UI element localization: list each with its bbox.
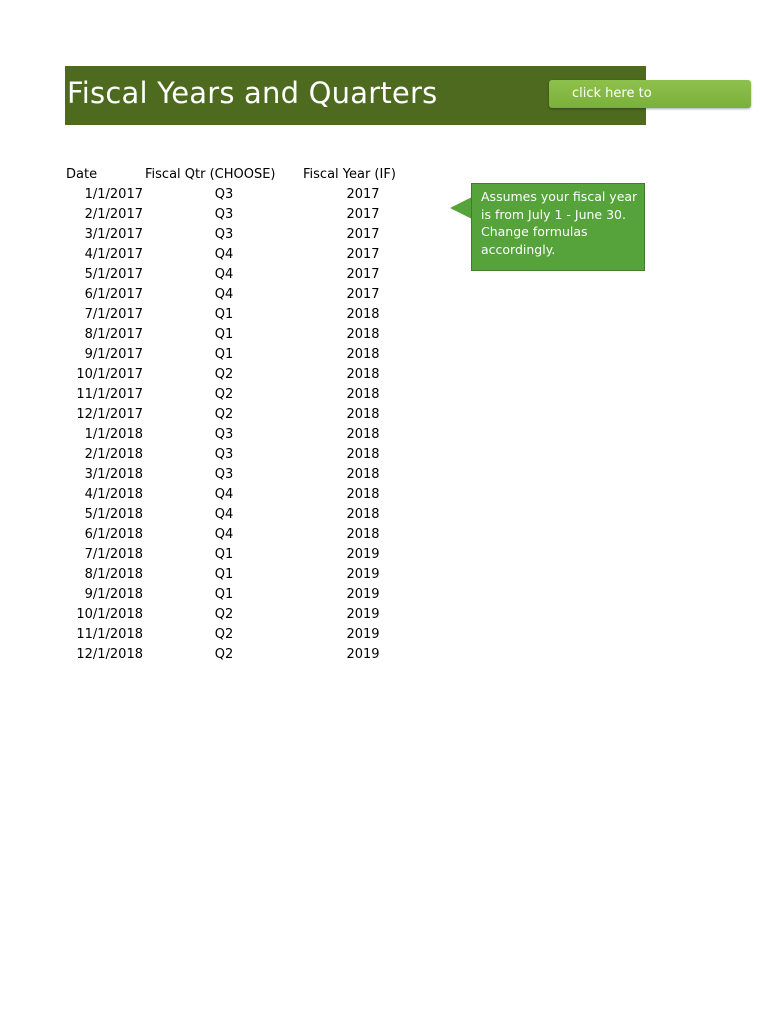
column-header-fiscal-qtr: Fiscal Qtr (CHOOSE) bbox=[145, 167, 276, 182]
fiscal-table bbox=[65, 165, 445, 665]
table-row bbox=[65, 345, 445, 365]
date-cell: 5/1/2018 bbox=[84, 507, 143, 522]
fiscal-year-cell: 2018 bbox=[346, 307, 380, 322]
fiscal-qtr-cell: Q2 bbox=[214, 647, 234, 662]
fiscal-year-cell: 2018 bbox=[346, 467, 380, 482]
fiscal-qtr-cell: Q3 bbox=[214, 227, 234, 242]
date-cell: 11/1/2017 bbox=[76, 387, 143, 402]
table-row bbox=[65, 245, 445, 265]
fiscal-year-cell: 2018 bbox=[346, 367, 380, 382]
fiscal-qtr-cell: Q1 bbox=[214, 567, 234, 582]
fiscal-year-cell: 2018 bbox=[346, 387, 380, 402]
date-cell: 8/1/2017 bbox=[84, 327, 143, 342]
fiscal-year-cell: 2018 bbox=[346, 507, 380, 522]
fiscal-qtr-cell: Q1 bbox=[214, 347, 234, 362]
fiscal-qtr-cell: Q4 bbox=[214, 527, 234, 542]
date-cell: 2/1/2017 bbox=[84, 207, 143, 222]
fiscal-year-cell: 2018 bbox=[346, 347, 380, 362]
fiscal-year-cell: 2019 bbox=[346, 647, 380, 662]
fiscal-year-cell: 2019 bbox=[346, 567, 380, 582]
fiscal-qtr-cell: Q2 bbox=[214, 607, 234, 622]
fiscal-year-cell: 2018 bbox=[346, 487, 380, 502]
fiscal-qtr-cell: Q3 bbox=[214, 447, 234, 462]
fiscal-qtr-cell: Q2 bbox=[214, 387, 234, 402]
date-cell: 7/1/2017 bbox=[84, 307, 143, 322]
fiscal-year-cell: 2018 bbox=[346, 447, 380, 462]
fiscal-qtr-cell: Q4 bbox=[214, 247, 234, 262]
fiscal-qtr-cell: Q1 bbox=[214, 307, 234, 322]
column-header-fiscal-year: Fiscal Year (IF) bbox=[303, 167, 396, 182]
fiscal-qtr-cell: Q4 bbox=[214, 507, 234, 522]
callout-pointer-arrow bbox=[450, 197, 472, 219]
fiscal-year-cell: 2018 bbox=[346, 327, 380, 342]
table-row bbox=[65, 265, 445, 285]
date-cell: 9/1/2018 bbox=[84, 587, 143, 602]
fiscal-year-cell: 2018 bbox=[346, 527, 380, 542]
table-row bbox=[65, 365, 445, 385]
table-row bbox=[65, 305, 445, 325]
date-cell: 12/1/2017 bbox=[76, 407, 143, 422]
fiscal-year-cell: 2019 bbox=[346, 607, 380, 622]
fiscal-qtr-cell: Q3 bbox=[214, 207, 234, 222]
table-row bbox=[65, 385, 445, 405]
click-here-link-button[interactable]: click here to bbox=[549, 80, 751, 108]
table-row bbox=[65, 585, 445, 605]
date-cell: 2/1/2018 bbox=[84, 447, 143, 462]
fiscal-year-cell: 2019 bbox=[346, 627, 380, 642]
fiscal-qtr-cell: Q4 bbox=[214, 287, 234, 302]
table-row bbox=[65, 465, 445, 485]
fiscal-year-cell: 2018 bbox=[346, 427, 380, 442]
fiscal-qtr-cell: Q3 bbox=[214, 427, 234, 442]
fiscal-year-cell: 2017 bbox=[346, 207, 380, 222]
date-cell: 9/1/2017 bbox=[84, 347, 143, 362]
table-row bbox=[65, 545, 445, 565]
fiscal-qtr-cell: Q4 bbox=[214, 267, 234, 282]
fiscal-qtr-cell: Q2 bbox=[214, 367, 234, 382]
fiscal-qtr-cell: Q3 bbox=[214, 187, 234, 202]
date-cell: 4/1/2018 bbox=[84, 487, 143, 502]
date-cell: 10/1/2017 bbox=[76, 367, 143, 382]
fiscal-qtr-cell: Q4 bbox=[214, 487, 234, 502]
date-cell: 6/1/2018 bbox=[84, 527, 143, 542]
fiscal-qtr-cell: Q1 bbox=[214, 587, 234, 602]
fiscal-year-note-callout bbox=[471, 183, 645, 271]
table-row bbox=[65, 625, 445, 645]
column-header-date: Date bbox=[66, 167, 98, 182]
date-cell: 1/1/2018 bbox=[84, 427, 143, 442]
fiscal-qtr-cell: Q1 bbox=[214, 327, 234, 342]
table-row bbox=[65, 645, 445, 665]
fiscal-year-cell: 2019 bbox=[346, 547, 380, 562]
table-row bbox=[65, 485, 445, 505]
fiscal-year-cell: 2017 bbox=[346, 187, 380, 202]
page-title: Fiscal Years and Quarters bbox=[67, 76, 438, 110]
fiscal-year-cell: 2017 bbox=[346, 247, 380, 262]
table-header-row bbox=[65, 165, 445, 185]
table-row bbox=[65, 285, 445, 305]
date-cell: 8/1/2018 bbox=[84, 567, 143, 582]
date-cell: 6/1/2017 bbox=[84, 287, 143, 302]
table-row bbox=[65, 525, 445, 545]
date-cell: 1/1/2017 bbox=[84, 187, 143, 202]
date-cell: 10/1/2018 bbox=[76, 607, 143, 622]
table-row bbox=[65, 505, 445, 525]
fiscal-qtr-cell: Q2 bbox=[214, 407, 234, 422]
table-row bbox=[65, 405, 445, 425]
table-row bbox=[65, 565, 445, 585]
fiscal-qtr-cell: Q2 bbox=[214, 627, 234, 642]
callout-text: Assumes your fiscal year is from July 1 - June 30. Change formulas accordingly. bbox=[481, 189, 638, 257]
table-body bbox=[65, 185, 445, 665]
table-row bbox=[65, 205, 445, 225]
date-cell: 11/1/2018 bbox=[76, 627, 143, 642]
table-row bbox=[65, 325, 445, 345]
date-cell: 4/1/2017 bbox=[84, 247, 143, 262]
table-row bbox=[65, 185, 445, 205]
date-cell: 5/1/2017 bbox=[84, 267, 143, 282]
date-cell: 3/1/2018 bbox=[84, 467, 143, 482]
fiscal-year-cell: 2018 bbox=[346, 407, 380, 422]
fiscal-qtr-cell: Q3 bbox=[214, 467, 234, 482]
fiscal-year-cell: 2017 bbox=[346, 227, 380, 242]
date-cell: 12/1/2018 bbox=[76, 647, 143, 662]
date-cell: 3/1/2017 bbox=[84, 227, 143, 242]
table-row bbox=[65, 445, 445, 465]
table-row bbox=[65, 225, 445, 245]
date-cell: 7/1/2018 bbox=[84, 547, 143, 562]
fiscal-year-cell: 2017 bbox=[346, 287, 380, 302]
fiscal-year-cell: 2017 bbox=[346, 267, 380, 282]
table-row bbox=[65, 425, 445, 445]
fiscal-year-cell: 2019 bbox=[346, 587, 380, 602]
fiscal-qtr-cell: Q1 bbox=[214, 547, 234, 562]
table-row bbox=[65, 605, 445, 625]
